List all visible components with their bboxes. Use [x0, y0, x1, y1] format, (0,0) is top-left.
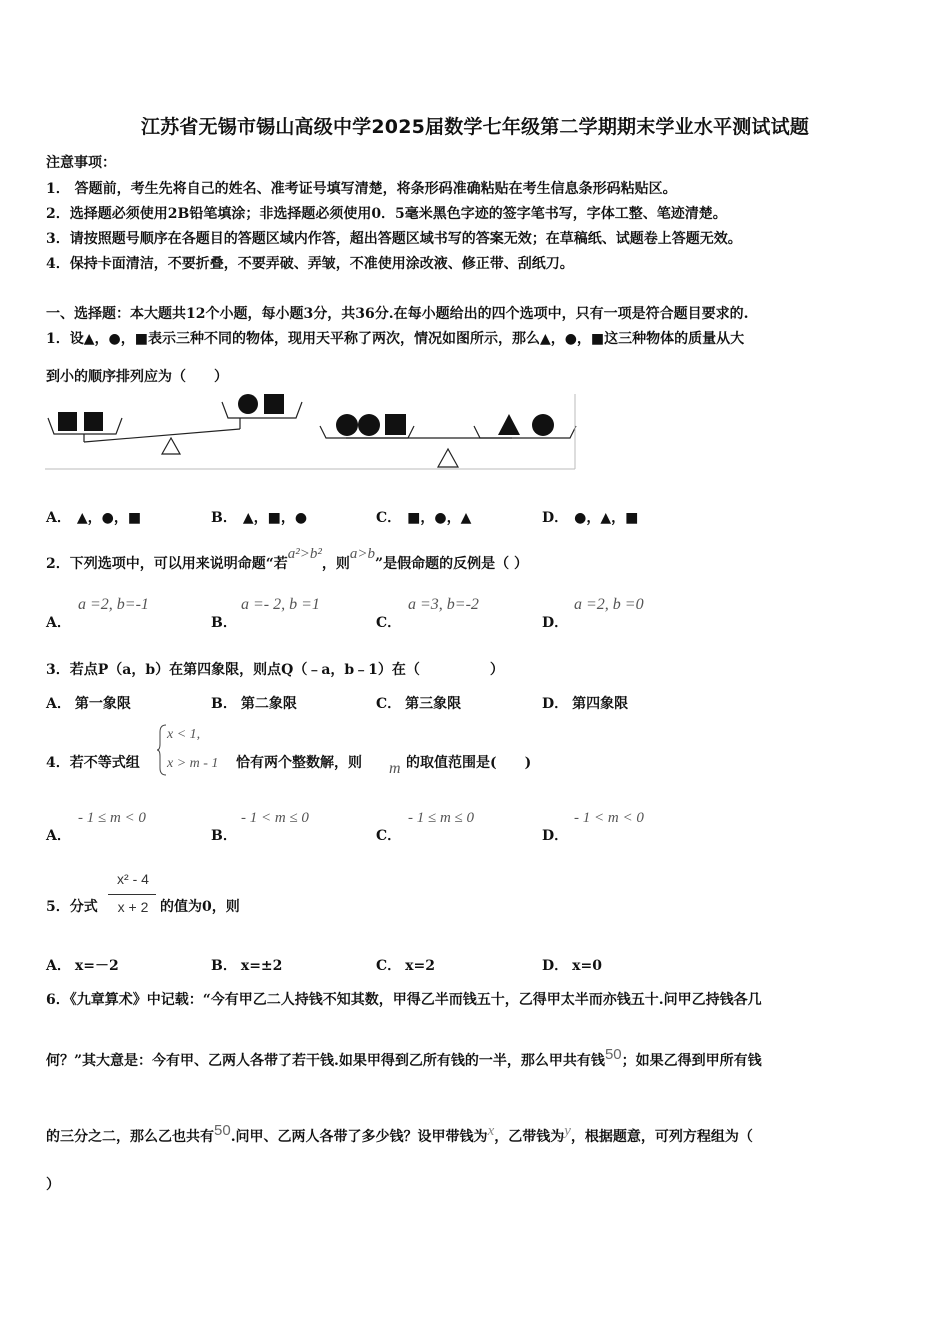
q4-inequality-2: x > m - 1 — [167, 756, 219, 771]
q5-suffix: 的值为0，则 — [160, 899, 240, 915]
q4-option-c-text[interactable]: - 1 ≤ m ≤ 0 — [408, 810, 475, 826]
q2-option-b-label[interactable]: B． — [211, 615, 237, 631]
q4-option-d-label[interactable]: D． — [542, 828, 569, 844]
notice-item-2: 2．选择题必须使用2B铅笔填涂；非选择题必须使用0．5毫米黑色字迹的签字笔书写，字体工整、笔迹清楚。 — [46, 206, 727, 222]
q1-option-c[interactable]: C． ■，●，▲ — [376, 510, 472, 526]
q3-option-d[interactable]: D． 第四象限 — [542, 696, 629, 712]
q1-line-2: 到小的顺序排列应为（ ） — [46, 369, 228, 385]
balance-scale-right — [320, 414, 576, 467]
page-title: 江苏省无锡市锡山高级中学2025届数学七年级第二学期期末学业水平测试试题 — [140, 116, 810, 138]
q1-option-d[interactable]: D． ●，▲，■ — [542, 510, 639, 526]
q4-var-m: m — [389, 760, 401, 777]
q2-condition-1: a²>b² — [287, 546, 322, 562]
q2-option-d-text[interactable]: a =2, b =0 — [574, 596, 644, 613]
q6-line-2: 何？”其大意是：今有甲、乙两人各带了若干钱.如果甲得到乙所有钱的一半，那么甲共有钱50；如果乙得到甲所有钱 — [46, 1046, 762, 1069]
q6-line-3: 的三分之二，那么乙也共有50.问甲、乙两人各带了多少钱？设甲带钱为x，乙带钱为y，根据题意，可列方程组为（ — [46, 1122, 753, 1145]
notice-item-3: 3．请按照题号顺序在各题目的答题区域内作答，超出答题区域书写的答案无效；在草稿纸、试题卷上答题无效。 — [46, 231, 742, 247]
q4-option-a-label[interactable]: A． — [46, 828, 71, 844]
q2-option-a-text[interactable]: a =2, b=-1 — [78, 596, 149, 613]
q6-number-50-b: 50 — [214, 1122, 231, 1139]
q2-option-c-label[interactable]: C． — [376, 615, 402, 631]
q6-var-x: x — [487, 1123, 495, 1139]
q4-brace — [157, 724, 167, 776]
q5-fraction-bar — [108, 894, 156, 895]
notice-item-1: 1． 答题前，考生先将自己的姓名、准考证号填写清楚，将条形码准确粘贴在考生信息条形码粘贴区。 — [46, 181, 677, 197]
q3-option-b[interactable]: B． 第二象限 — [211, 696, 297, 712]
q4-prefix: 4．若不等式组 — [46, 755, 140, 771]
q2-option-b-text[interactable]: a =- 2, b =1 — [241, 596, 320, 613]
q2-option-a-label[interactable]: A． — [46, 615, 71, 631]
q4-option-c-label[interactable]: C． — [376, 828, 402, 844]
q4-option-b-text[interactable]: - 1 < m ≤ 0 — [241, 810, 309, 826]
q4-inequality-1: x < 1, — [167, 727, 201, 742]
q4-option-d-text[interactable]: - 1 < m < 0 — [574, 810, 644, 826]
notice-item-4: 4．保持卡面清洁，不要折叠，不要弄破、弄皱，不准使用涂改液、修正带、刮纸刀。 — [46, 256, 574, 272]
balance-scale-figure — [44, 390, 579, 472]
q2-stem: 2．下列选项中，可以用来说明命题“若a²>b²，则a>b”是假命题的反例是（ ） — [46, 546, 528, 572]
notice-heading: 注意事项： — [46, 155, 116, 171]
q4-option-a-text[interactable]: - 1 ≤ m < 0 — [78, 810, 146, 826]
q5-option-b[interactable]: B． x=±2 — [211, 958, 283, 974]
q1-line-1: 1．设▲，●，■表示三种不同的物体，现用天平称了两次，情况如图所示，那么▲，●，■这三种物体的质量从大 — [46, 331, 745, 347]
q6-line-4: ） — [46, 1177, 60, 1193]
q4-option-b-label[interactable]: B． — [211, 828, 237, 844]
q5-option-c[interactable]: C． x=2 — [376, 958, 435, 974]
balance-scale-left — [48, 394, 302, 454]
q5-numerator: x² - 4 — [117, 871, 149, 887]
q3-option-a[interactable]: A． 第一象限 — [46, 696, 131, 712]
section-heading: 一、选择题：本大题共12个小题，每小题3分，共36分.在每小题给出的四个选项中，只有一项是符合题目要求的. — [46, 306, 749, 322]
q2-condition-2: a>b — [349, 546, 376, 562]
q5-option-a[interactable]: A． x=－2 — [46, 958, 119, 974]
q5-denominator: x + 2 — [117, 899, 149, 915]
q1-option-a[interactable]: A． ▲，●，■ — [46, 510, 142, 526]
q2-option-c-text[interactable]: a =3, b=-2 — [408, 596, 479, 613]
q4-middle: 恰有两个整数解，则 — [236, 755, 362, 771]
q1-option-b[interactable]: B． ▲，■，● — [211, 510, 308, 526]
q5-option-d[interactable]: D． x=0 — [542, 958, 602, 974]
q3-stem: 3．若点P（a，b）在第四象限，则点Q（﹣a，b﹣1）在（ ） — [46, 662, 504, 678]
q5-prefix: 5．分式 — [46, 899, 98, 915]
q2-option-d-label[interactable]: D． — [542, 615, 569, 631]
q6-var-y: y — [564, 1123, 571, 1139]
q6-line-1: 6．《九章算术》中记载：“今有甲乙二人持钱不知其数，甲得乙半而钱五十，乙得甲太半而亦钱五十.问甲乙持钱各几 — [46, 992, 762, 1008]
q4-suffix: 的取值范围是( ) — [406, 755, 532, 771]
q6-number-50-a: 50 — [604, 1046, 622, 1063]
q3-option-c[interactable]: C． 第三象限 — [376, 696, 462, 712]
